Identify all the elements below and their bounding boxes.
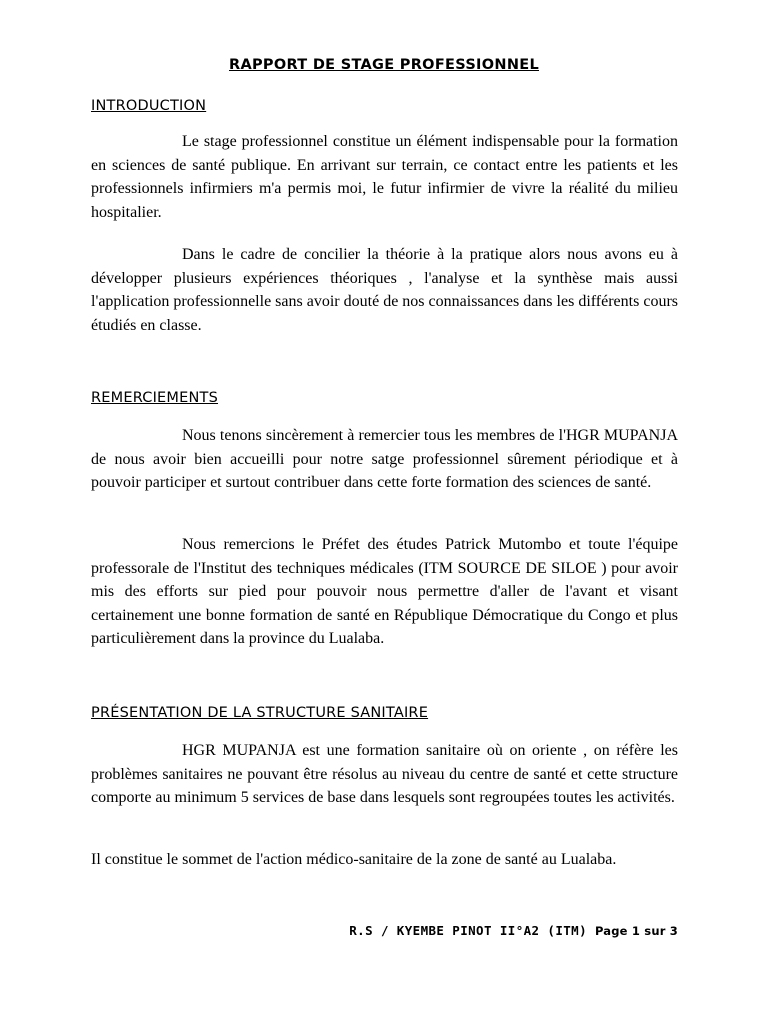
introduction-paragraph-2: Dans le cadre de concilier la théorie à la pratique alors nous avons eu à développer plusieurs expériences théoriques , l'analyse et la synthèse mais aussi l'application professionnelle sans avoir douté de nos connaissances dans les différents cours étudiés en classe. bbox=[91, 246, 678, 334]
footer-page-number: Page 1 sur 3 bbox=[594, 924, 678, 938]
footer-author: R.S / KYEMBE PINOT II°A2 (ITM) bbox=[349, 923, 588, 938]
remerciements-paragraph-1: Nous tenons sincèrement à remercier tous les membres de l'HGR MUPANJA de nous avoir bien accueilli pour notre satge professionnel sûrement périodique et à pouvoir participer et surtout contribuer dans cette forte formation des sciences de santé. bbox=[91, 427, 678, 491]
introduction-paragraph-1: Le stage professionnel constitue un élément indispensable pour la formation en sciences de santé publique. En arrivant sur terrain, ce contact entre les patients et les professionnels infirmiers m'a permis moi, le futur infirmier de vivre la réalité du milieu hospitalier. bbox=[91, 133, 678, 221]
structure-paragraph-1: HGR MUPANJA est une formation sanitaire où on oriente , on réfère les problèmes sanitaires ne pouvant être résolus au niveau du centre de santé et cette structure comporte au minimum 5 services de base dans lesquels sont regroupées toutes les activités. bbox=[91, 742, 678, 806]
page-footer bbox=[91, 923, 678, 938]
section-heading-structure-sanitaire: PRÉSENTATION DE LA STRUCTURE SANITAIRE bbox=[91, 705, 429, 721]
remerciements-paragraph-2: Nous remercions le Préfet des études Patrick Mutombo et toute l'équipe professorale de l'Institut des techniques médicales (ITM SOURCE DE SILOE ) pour avoir mis des efforts sur pied pour pouvoir nous permettre d'aller de l'avant et visant certainement une bonne formation de santé en République Démocratique du Congo et plus particulièrement dans la province du Lualaba. bbox=[91, 536, 678, 647]
section-heading-introduction: INTRODUCTION bbox=[91, 98, 207, 114]
structure-paragraph-2: Il constitue le sommet de l'action médico-sanitaire de la zone de santé au Lualaba. bbox=[91, 851, 617, 868]
section-heading-remerciements: REMERCIEMENTS bbox=[91, 390, 219, 406]
document-title: RAPPORT DE STAGE PROFESSIONNEL bbox=[229, 57, 539, 73]
